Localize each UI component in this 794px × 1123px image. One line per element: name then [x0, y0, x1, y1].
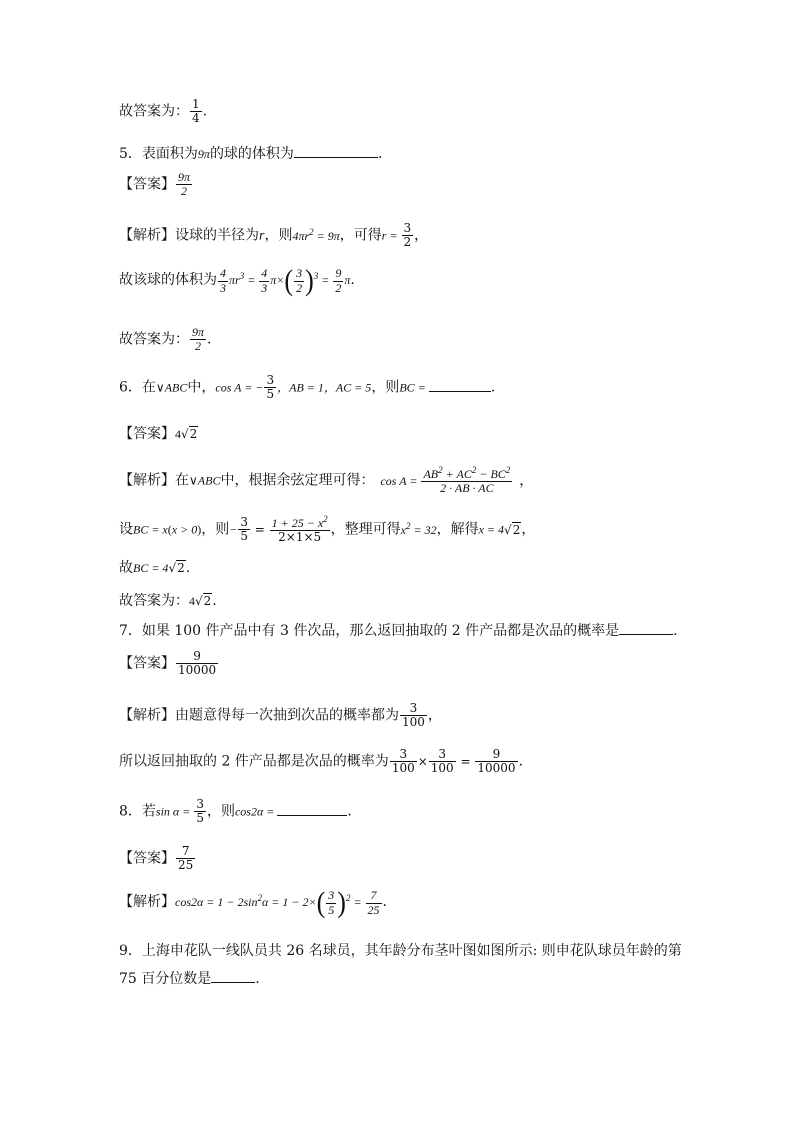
- punct: .: [350, 271, 355, 288]
- frac-den: 2×1×5: [270, 530, 330, 544]
- answer-label: 【答案】: [119, 850, 175, 867]
- math-expr: [175, 885, 383, 920]
- math-expr: ，AC = 5: [323, 380, 372, 395]
- math-expr: ，AB = 1: [277, 380, 324, 395]
- math-part: =: [250, 522, 269, 537]
- frac-den: 2: [190, 339, 206, 353]
- question-number: 6．: [119, 379, 142, 396]
- fraction: [400, 702, 427, 729]
- question-text: 9．上海申花队一线队员共 26 名球员，其年龄分布茎叶图如图所示: 则申花队球员年龄的第: [119, 943, 682, 959]
- question-number: 8．若: [119, 803, 156, 820]
- frac-num: 3: [438, 747, 447, 761]
- math-part: α = 1 − 2×: [262, 894, 317, 909]
- solution-5-line-2: [119, 263, 355, 298]
- frac-num: 4: [261, 266, 268, 281]
- frac-num: 3: [266, 373, 275, 387]
- fraction: [475, 748, 517, 775]
- radicand: 2: [512, 522, 521, 537]
- frac-den: 100: [430, 761, 454, 776]
- math-part: πr: [229, 272, 240, 287]
- math-var: r: [259, 228, 265, 244]
- math-part: x > 0: [171, 522, 198, 537]
- fraction: [294, 267, 304, 294]
- solution-text: ，则: [264, 227, 293, 244]
- frac-den: 4: [192, 111, 200, 126]
- math-part: AB: [423, 467, 439, 481]
- solution-5-line-1: [119, 222, 428, 249]
- punct: .: [382, 893, 387, 910]
- solution-6-line-3: [119, 557, 190, 577]
- exponent: 3: [239, 270, 245, 281]
- answer-blank: [294, 145, 378, 158]
- solution-text: 由题意得每一次抽到次品的概率都为: [175, 707, 399, 724]
- math-expr: cos A = −: [215, 380, 264, 395]
- sqrt: √2: [168, 561, 185, 575]
- answer-5: [119, 171, 193, 198]
- paren-right: ): [337, 885, 346, 920]
- frac-num: 3: [196, 797, 204, 811]
- fraction: [421, 466, 512, 495]
- radicand: 2: [203, 594, 212, 608]
- frac-num: 3: [403, 221, 412, 235]
- fraction: [402, 222, 414, 249]
- answer-7: [119, 650, 219, 677]
- math-expr: x = 4: [478, 522, 505, 537]
- fraction: [176, 650, 218, 677]
- frac-num: 3: [296, 266, 303, 281]
- answer-prefix: 故答案为：: [119, 103, 189, 120]
- fraction: [218, 267, 228, 294]
- fraction: [270, 515, 330, 544]
- question-text: 在: [141, 379, 156, 396]
- math-part: =: [318, 272, 333, 287]
- solution-text: 设: [119, 521, 133, 538]
- paren-right: ): [305, 263, 314, 298]
- exponent: 2: [406, 520, 411, 531]
- radicand: 2: [177, 561, 185, 575]
- frac-num: 9π: [178, 170, 191, 184]
- answer-prefix: 故答案为：: [119, 331, 189, 348]
- math-part: =: [350, 894, 365, 909]
- question-text: ，则: [206, 803, 235, 820]
- exponent: 2: [309, 226, 314, 237]
- math-part: ×: [417, 754, 428, 769]
- exponent: 2: [438, 465, 443, 475]
- solution-label: 【解析】: [119, 707, 175, 724]
- solution-5-line-3: [119, 326, 211, 353]
- math-expr: BC = x(x > 0): [133, 522, 202, 537]
- fraction: [190, 98, 202, 125]
- solution-text: ，可得: [339, 227, 382, 244]
- punct: ，: [414, 227, 429, 244]
- math-part: cos2α = 1 − 2sin: [175, 894, 258, 909]
- frac-den: 5: [328, 902, 335, 917]
- frac-num: 9π: [192, 325, 205, 339]
- math-expr: 4: [189, 594, 195, 608]
- frac-den: 10000: [178, 663, 217, 678]
- solution-label: 【解析】: [119, 227, 175, 244]
- math-expr: sin α =: [155, 804, 194, 819]
- math-part: = 32: [410, 522, 437, 537]
- math-expr: 9π: [197, 147, 210, 161]
- answer-label: 【答案】: [119, 426, 175, 442]
- solution-7-line-2: [119, 748, 523, 775]
- solution-8: [119, 885, 387, 920]
- fraction: [190, 326, 206, 353]
- frac-num: 1: [192, 97, 200, 111]
- frac-num: 7: [370, 888, 377, 903]
- fraction: [390, 748, 417, 775]
- math-part: + AC: [442, 467, 472, 481]
- exponent: 2: [345, 892, 351, 903]
- math-part: =: [244, 272, 259, 287]
- question-9-line-2: [119, 968, 260, 988]
- punct: .: [377, 146, 383, 162]
- frac-num: 3: [409, 701, 418, 715]
- question-7: [119, 620, 678, 640]
- math-expr: [400, 520, 437, 537]
- solution-6-line-2: [119, 515, 535, 544]
- frac-den: 25: [178, 858, 194, 873]
- answer-prefix: 故答案为：: [119, 593, 189, 609]
- punct: .: [347, 803, 352, 820]
- frac-den: 100: [402, 715, 425, 730]
- fraction: [326, 889, 336, 916]
- answer-6: [119, 423, 198, 443]
- punct: .: [202, 103, 208, 120]
- question-text: 的球的体积为: [209, 146, 294, 162]
- frac-den: 2: [403, 235, 412, 250]
- math-expr: ∨ABC: [189, 473, 221, 488]
- solution-text: ，则: [201, 521, 230, 538]
- frac-den: 10000: [477, 761, 516, 776]
- question-text: 中，: [187, 379, 216, 396]
- math-expr: [292, 226, 340, 243]
- frac-num: 3: [240, 515, 248, 529]
- math-expr: [217, 263, 351, 298]
- math-part: x: [400, 522, 406, 537]
- exponent: 3: [313, 270, 319, 281]
- frac-num: 9: [492, 747, 501, 761]
- answer-blank: [277, 803, 347, 816]
- math-part: π×: [270, 272, 285, 287]
- frac-den: 5: [240, 529, 248, 544]
- solution-text: 在: [175, 472, 189, 489]
- question-text: ，则: [371, 379, 400, 396]
- solution-text: ，整理可得: [330, 521, 401, 538]
- frac-num: 9: [193, 649, 201, 663]
- question-number: 5．: [119, 146, 142, 162]
- solution-text: 故: [119, 560, 133, 576]
- question-text: 75 百分位数是: [119, 971, 212, 987]
- punct: ，: [427, 707, 442, 724]
- solution-text: ，解得: [436, 521, 479, 538]
- math-part: 4πr: [292, 228, 310, 243]
- punct: .: [207, 331, 212, 348]
- frac-den: 5: [266, 387, 275, 402]
- frac-den: 100: [391, 761, 415, 776]
- punct: .: [673, 623, 678, 639]
- math-part: BC = x: [133, 522, 168, 537]
- exponent: 2: [257, 892, 262, 903]
- punct: .: [185, 560, 191, 576]
- radicand: 2: [189, 427, 198, 441]
- answer-blank: [619, 622, 673, 635]
- question-text: 表面积为: [141, 146, 198, 162]
- math-expr: 4: [175, 427, 181, 441]
- solution-6-line-4: [119, 590, 217, 610]
- solution-label: 【解析】: [119, 472, 175, 489]
- solution-text: 故该球的体积为: [119, 271, 217, 288]
- fraction: [194, 798, 206, 825]
- solution-text: 中，根据余弦定理可得：: [220, 472, 375, 489]
- frac-num: 4: [220, 266, 226, 281]
- frac-den: 2: [176, 184, 192, 198]
- question-text: 7．如果 100 件产品中有 3 件次品，那么返回抽取的 2 件产品都是次品的概率是: [119, 623, 620, 639]
- math-part: 1 + 25 − x: [271, 516, 324, 530]
- exponent: 2: [471, 465, 477, 475]
- frac-num: 9: [335, 266, 342, 281]
- punct: ，: [521, 521, 536, 538]
- math-expr: r =: [381, 228, 401, 243]
- fraction: [259, 267, 269, 294]
- math-part: = 9π: [313, 228, 340, 243]
- math-expr: cos2α =: [234, 804, 278, 819]
- fraction: [264, 374, 276, 401]
- answer-line-q4: [119, 98, 207, 125]
- solution-label: 【解析】: [119, 893, 175, 910]
- frac-num: 3: [328, 888, 335, 903]
- solution-6-line-1: [119, 466, 533, 495]
- frac-num: [270, 515, 330, 530]
- punct: ，: [519, 472, 534, 489]
- frac-den: 2: [296, 280, 303, 295]
- fraction: [333, 267, 343, 294]
- math-part: =: [456, 754, 475, 769]
- fraction: [429, 748, 456, 775]
- math-expr: cos A =: [380, 473, 421, 488]
- punct: .: [212, 593, 217, 609]
- question-5: [119, 143, 382, 163]
- fraction: [238, 516, 250, 543]
- math-part: π: [344, 272, 351, 287]
- solution-text: 所以返回抽取的 2 件产品都是次品的概率为: [119, 753, 389, 770]
- frac-den: 3: [261, 280, 268, 295]
- frac-den: 3: [220, 280, 226, 295]
- question-6: [119, 374, 495, 401]
- sqrt: √2: [504, 522, 521, 537]
- sqrt: √2: [181, 427, 198, 441]
- answer-blank: [429, 379, 491, 392]
- frac-den: 25: [367, 902, 380, 917]
- paren-left: (: [316, 885, 326, 920]
- frac-num: 7: [181, 844, 190, 858]
- fraction: [366, 889, 382, 916]
- answer-blank: [211, 970, 255, 983]
- question-9-line-1: [119, 940, 682, 960]
- frac-num: 3: [399, 747, 408, 761]
- math-part: − BC: [476, 467, 506, 481]
- solution-7-line-1: [119, 702, 442, 729]
- math-expr: BC = 4: [133, 561, 169, 575]
- math-expr: ∨ABC: [155, 380, 188, 395]
- exponent: 2: [505, 465, 511, 475]
- frac-den: 2: [335, 280, 342, 295]
- fraction: [176, 171, 192, 198]
- fraction: [176, 845, 195, 872]
- answer-label: 【答案】: [119, 176, 175, 193]
- frac-den: 2 · AB · AC: [421, 481, 512, 495]
- math-expr: −: [229, 522, 238, 537]
- paren-left: (: [284, 263, 294, 298]
- punct: .: [490, 379, 496, 396]
- math-expr: BC =: [399, 380, 429, 395]
- punct: .: [255, 971, 260, 987]
- question-8: [119, 798, 352, 825]
- frac-num: [421, 466, 512, 481]
- solution-text: 设球的半径为: [175, 227, 259, 244]
- answer-label: 【答案】: [119, 655, 175, 672]
- sqrt: √2: [195, 594, 212, 608]
- answer-8: [119, 845, 196, 872]
- exponent: 2: [323, 514, 328, 524]
- frac-den: 5: [196, 811, 204, 826]
- punct: .: [518, 753, 524, 770]
